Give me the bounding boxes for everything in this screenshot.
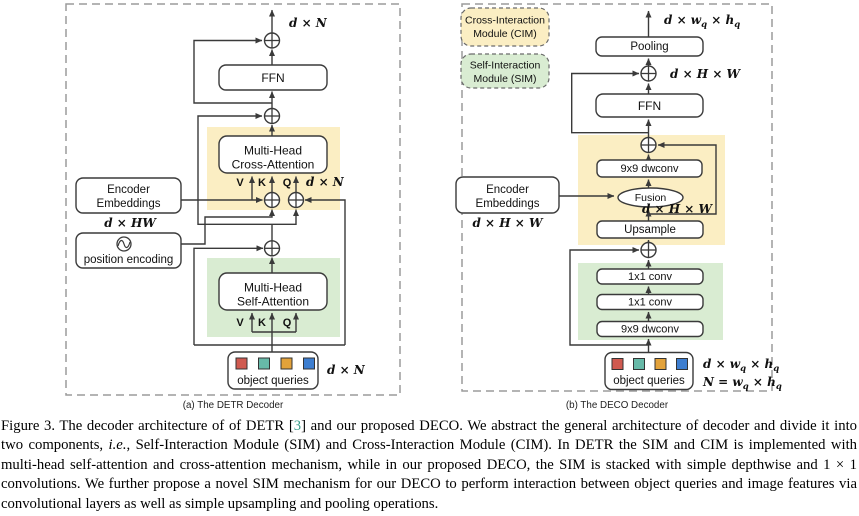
v-label-self: V: [236, 317, 244, 329]
dwconv-bottom-label: 9x9 dwconv: [620, 323, 680, 336]
cross-attn-label-line2: Cross-Attention: [231, 157, 315, 172]
citation-link[interactable]: 3: [293, 418, 302, 434]
figure-caption: [0, 414, 859, 514]
output-dim-label-a: d × N: [289, 16, 327, 30]
query-square-teal-a: [259, 358, 270, 369]
q-label-self: Q: [282, 317, 292, 329]
conv1-label: 1x1 conv: [627, 271, 673, 283]
wire-query-to-qadd-a: [272, 210, 296, 225]
panel-a-caption: (a) The DETR Decoder: [182, 400, 284, 411]
legend-cim-line2: Module (CIM): [473, 28, 537, 40]
legend-sim-line1: Self-Interaction: [469, 59, 541, 72]
caption-text-3: , Self-Interaction Module (SIM) and Cross-Interaction Module (CIM). In DETR the SIM and CIM is implemented with multi-head self-attention and cross-attention mechanism, while in our proposed DECO, the SIM is stacked with simple depthwise and 1 × 1 convolutions. We further propose a novel SIM mechanism for our DECO to perform interaction between object queries and image features via convolutional layers as well as simple upsampling and pooling operations.: [1, 437, 857, 512]
add-node-sim-b: [641, 243, 656, 258]
object-queries-label-b: object queries: [613, 375, 685, 387]
query-square-red-a: [236, 358, 247, 369]
panel-b-caption: (b) The DECO Decoder: [565, 400, 669, 411]
output-dim-label-b: $d \times w_q \times h_q$: [664, 13, 741, 30]
legend-sim-line2: Module (SIM): [473, 73, 537, 85]
query-square-orange-b: [655, 359, 666, 370]
encoder-label-line2-b: Embeddings: [475, 198, 540, 210]
q-label-cross: Q: [282, 177, 292, 189]
add-node-key-a: [265, 193, 280, 208]
self-attn-label-line1: Multi-Head: [243, 280, 303, 295]
caption-text-1: Figure 3. The decoder architecture of of DETR [: [1, 418, 294, 434]
sine-wave-icon: [117, 237, 131, 251]
detr-decoder-panel: [66, 4, 400, 411]
fusion-dim-label: d × H × W: [641, 202, 712, 216]
v-label-cross: V: [236, 177, 244, 189]
ffn-label-b: FFN: [637, 99, 662, 113]
cross-attn-label-line1: Multi-Head: [243, 143, 303, 158]
add-node-query-a: [289, 193, 304, 208]
legend-cim-line1: Cross-Interaction: [465, 14, 545, 27]
encoder-label-line2-a: Embeddings: [96, 198, 161, 210]
add-node-crossattn-out-a: [265, 109, 280, 124]
conv2-label: 1x1 conv: [627, 296, 673, 309]
queries-dim1-label-b: $d \times w_q \times h_q$: [703, 357, 780, 374]
object-queries-dim-a: d × N: [327, 363, 365, 377]
queries-dim2-label-b: $N = w_q \times h_q$: [703, 375, 782, 392]
add-node-ffn-out-b: [641, 66, 656, 81]
query-square-blue-b: [677, 359, 688, 370]
query-square-orange-a: [281, 358, 292, 369]
deco-decoder-panel: [456, 4, 782, 411]
caption-ie: i.e.: [108, 437, 127, 454]
k-label-self: K: [258, 317, 266, 329]
position-encoding-label: position encoding: [83, 254, 174, 266]
query-square-blue-a: [304, 358, 315, 369]
k-label-cross: K: [258, 177, 266, 189]
query-square-red-b: [612, 359, 623, 370]
encoder-label-line1-a: Encoder: [107, 184, 150, 196]
fusion-label: Fusion: [634, 192, 667, 204]
query-square-teal-b: [634, 359, 645, 370]
pooling-label: Pooling: [630, 41, 669, 53]
dwconv-top-label: 9x9 dwconv: [620, 163, 679, 175]
cross-attn-dim-label: d × N: [306, 175, 344, 189]
ffn-out-dim-label-b: d × H × W: [670, 67, 741, 81]
add-node-selfattn-out-a: [265, 241, 280, 256]
caption-text-2: ] and our proposed DECO. We abstract the general architecture of decoder and divide it into two components,: [1, 418, 857, 454]
ffn-label-a: FFN: [261, 71, 285, 85]
upsample-label: Upsample: [624, 224, 676, 236]
encoder-dim-label-b: d × H × W: [472, 216, 543, 230]
encoder-label-line1-b: Encoder: [486, 184, 529, 196]
object-queries-label-a: object queries: [237, 375, 309, 387]
self-attn-label-line2: Self-Attention: [236, 294, 310, 309]
add-node-cim-b: [641, 138, 656, 153]
encoder-dim-label-a: d × HW: [104, 216, 156, 230]
add-node-ffn-out-a: [265, 33, 280, 48]
